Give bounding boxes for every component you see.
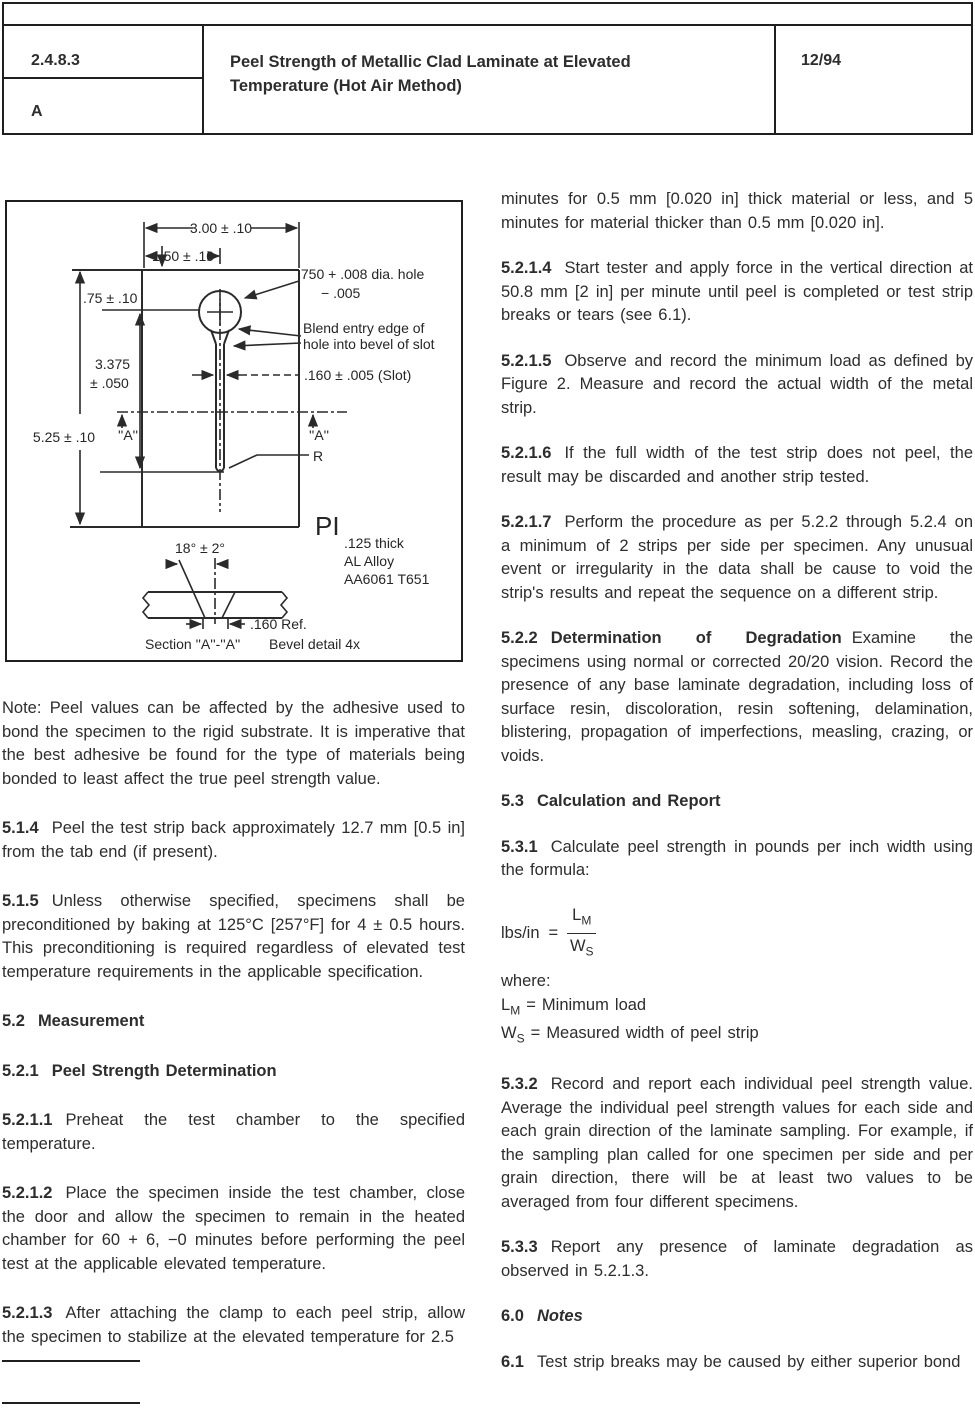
para-number: 5.3.2 [501,1075,538,1094]
radius-label: R [313,448,324,464]
denominator-symbol: W [569,936,586,955]
para-5-2-1-6 [501,442,973,489]
dim-150-label: 1.50 ± .10 [151,248,215,264]
blend-callout-line1: Blend entry edge of [303,320,425,336]
para-text: Record and report each individual peel strength value. Average the individual peel strength values for each side and each grain direction of the laminate sampling. For example, if the sampling plan called for one specimen per side and per grain direction, there will be at least two values to be averaged from four different specimens. [501,1075,973,1211]
revision-letter: A [31,103,43,120]
para-5-2-2 [501,627,973,768]
para-text: Test strip breaks may be caused by either superior bond [536,1352,961,1371]
peel-strength-formula [501,905,973,963]
para-5-3-2 [501,1073,973,1214]
heading-5-3 [501,790,973,814]
para-number: 5.2.1.3 [2,1304,53,1322]
left-column [2,697,465,1375]
para-text: Examine the specimens using normal or corrected 20/20 vision. Record the presence of any base laminate degradation, including loss of surface resin, discoloration, resin softening, delamination, blistering, propagation of imperfections, measling, crazing, or voids. [501,629,973,765]
definition-text: = Measured width of peel strip [530,1024,759,1043]
para-text: Unless otherwise specified, specimens shall be preconditioned by baking at 125°C [257°F] for 4 ± 0.5 hours. This preconditioning is required regardless of elevated test temperature requirements in the applicable specification. [2,892,465,981]
header-row [4,26,971,133]
right-column [501,188,973,1396]
bevel-ref-label: .160 Ref. [250,616,307,632]
slot-dim-label: .160 ± .005 (Slot) [304,367,412,383]
para-text: Start tester and apply force in the vertical direction at 50.8 mm [2 in] per minute until peel is completed or test strip breaks or tears (see 6.1). [501,259,973,324]
para-text: Preheat the test chamber to the specified temperature. [2,1111,465,1153]
where-label: where: [501,972,551,991]
para-number: 5.2.1.5 [501,351,552,370]
formula-equals: = [548,923,559,942]
para-text: Report any presence of laminate degradation as observed in 5.2.1.3. [501,1238,973,1280]
heading-title: Measurement [37,1012,145,1030]
formula-lhs: lbs/in [501,923,540,942]
heading-5-2 [2,1010,465,1034]
definition-ws [501,1022,973,1051]
dim-300-label: 3.00 ± .10 [189,220,253,236]
para-5-2-1-2 [2,1182,465,1276]
para-5-1-4 [2,817,465,864]
symbol-subscript: S [516,1031,525,1046]
para-5-2-1-7 [501,511,973,605]
symbol-subscript: M [510,1002,521,1017]
formula-denominator [567,934,596,962]
para-text: Peel the test strip back approximately 12.7 mm [0.5 in] from the tab end (if present). [2,819,465,861]
formula-fraction [567,905,596,963]
dim-75-label: .75 ± .10 [83,290,138,306]
para-5-2-1-1 [2,1109,465,1156]
document-title-line1: Peel Strength of Metallic Clad Laminate at Elevated [230,53,631,71]
para-5-2-1-5 [501,350,973,421]
formula-numerator [567,905,596,934]
section-a-left-label: ''A'' [117,427,139,443]
para-number: 5.2.1.1 [2,1111,53,1129]
continuation-paragraph: minutes for 0.5 mm [0.020 in] thick material or less, and 5 minutes for material thicker than 0.5 mm [0.020 in]. [501,190,973,232]
para-5-3-1 [501,836,973,883]
para-number: 5.2.1.7 [501,513,552,531]
section-a-right-label: ''A'' [308,427,330,443]
bevel-caption: Bevel detail 4x [269,636,361,652]
para-text: Calculate peel strength in pounds per inch width using the formula: [501,837,973,879]
header-left-cell [4,26,204,133]
figure-linework [70,222,347,629]
specimen-figure [5,200,463,662]
para-number: 5.3.3 [501,1238,538,1257]
para-number: 5.1.4 [2,819,39,837]
material-line2: AL Alloy [344,553,395,569]
para-text: Place the specimen inside the test chamber, close the door and allow the specimen to remain in the heated chamber for 60 + 6, −0 minutes before performing the peel test at the applicable elevated temperature. [2,1184,465,1273]
figure-labels [33,220,435,652]
dim-3375-label-line1: 3.375 [95,356,131,372]
header-top-band [4,4,971,26]
para-5-2-1-4 [501,257,973,328]
numerator-symbol: L [572,905,582,924]
document-title-line2: Temperature (Hot Air Method) [230,77,462,95]
heading-6-0 [501,1305,973,1329]
para-5-2-1-3 [2,1302,465,1349]
para-number: 5.1.5 [2,892,39,910]
hole-callout-line1: .750 + .008 dia. hole [297,266,425,282]
dim-3375-label-line2: ± .050 [90,375,129,391]
para-text: If the full width of the test strip does not peel, the result may be discarded and another strip tested. [501,444,973,486]
para-number: 5.2.2 [501,629,538,647]
para-text: Observe and record the minimum load as defined by Figure 2. Measure and record the actual width of the metal strip. [501,351,973,417]
heading-title: Notes [536,1307,583,1326]
runin-heading: Determination of Degradation [550,629,842,647]
section-caption: Section ''A''-''A'' [145,636,241,652]
numerator-subscript: M [581,912,592,927]
document-title [204,26,774,133]
heading-number: 5.2 [2,1012,25,1030]
para-number: 5.2.1.4 [501,259,552,277]
bevel-angle-label: 18° ± 2° [175,540,226,556]
material-line3: AA6061 T651 [344,571,430,587]
section-number: 2.4.8.3 [4,26,202,79]
para-number: 6.1 [501,1352,524,1371]
heading-number: 5.2.1 [2,1061,39,1080]
para-number: 5.2.1.2 [2,1184,53,1202]
note-paragraph: Note: Peel values can be affected by the adhesive used to bond the specimen to the rigid substrate. It is imperative that the best adhesive be found for the type of materials being bonded to least affect the true peel strength value. [2,699,465,788]
heading-title: Calculation and Report [536,792,721,810]
para-5-3-3 [501,1236,973,1283]
hole-callout-line2: − .005 [321,285,361,301]
material-line1: .125 thick [344,535,404,551]
specimen-drawing [7,202,461,660]
footnote-rule-2 [2,1402,140,1404]
para-text: Perform the procedure as per 5.2.2 through 5.2.4 on a minimum of 2 strips per side per specimen. Any unusual event or irregularity in the data shall be cause to void the strip's results and repeat the sequence on a different strip. [501,513,973,602]
heading-number: 6.0 [501,1307,524,1326]
para-number: 5.2.1.6 [501,444,552,462]
symbol: L [501,995,511,1014]
definition-text: = Minimum load [526,995,647,1014]
issue-date: 12/94 [774,26,971,133]
definition-lm [501,994,973,1023]
part-label: PI [315,511,340,541]
blend-callout-line2: hole into bevel of slot [303,336,435,352]
symbol: W [501,1024,517,1043]
para-6-1 [501,1351,973,1375]
denominator-subscript: S [585,944,594,959]
dim-525-label: 5.25 ± .10 [32,429,96,445]
heading-5-2-1 [2,1060,465,1084]
para-text: After attaching the clamp to each peel strip, allow the specimen to stabilize at the elevated temperature for 2.5 [2,1304,465,1346]
para-5-1-5 [2,890,465,984]
para-number: 5.3.1 [501,837,538,856]
footnote-rule-1 [2,1360,140,1362]
heading-number: 5.3 [501,792,524,810]
heading-title: Peel Strength Determination [51,1061,277,1080]
header-table [2,2,973,135]
